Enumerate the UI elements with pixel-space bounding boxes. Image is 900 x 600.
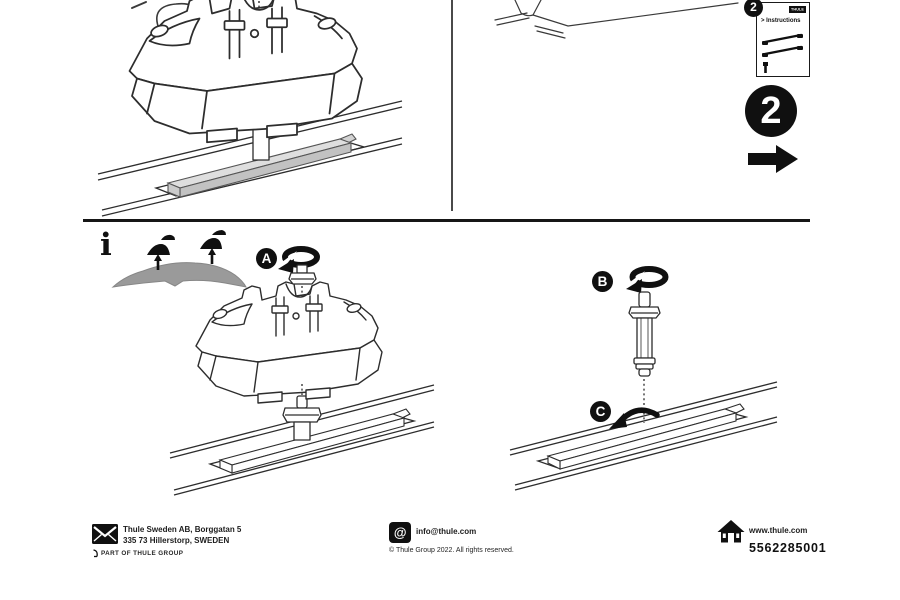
address-line2: 335 73 Hillerstorp, SWEDEN <box>123 535 230 545</box>
step-b-badge: B <box>592 271 613 292</box>
assembly-drawing-main <box>158 238 442 508</box>
rotate-arrow-icon <box>626 269 666 294</box>
roofrack-foot-drawing <box>196 282 382 403</box>
contact-email: info@thule.com <box>416 527 477 536</box>
step-c-badge: C <box>590 401 611 422</box>
section-divider-horizontal <box>83 219 810 222</box>
bolt-icon <box>761 61 770 74</box>
roofrack-foot-drawing <box>130 0 363 142</box>
channel-insert <box>548 404 744 469</box>
email-at-icon: @ <box>389 522 411 543</box>
thule-group-mark-icon <box>92 549 99 558</box>
bolt-below-foot <box>283 396 321 440</box>
thule-logo <box>789 6 806 13</box>
company-address <box>123 525 241 546</box>
info-icon: i <box>100 227 112 263</box>
product-code: 5562285001 <box>749 541 827 555</box>
address-line1: Thule Sweden AB, Borggatan 5 <box>123 525 242 534</box>
stud-bolt-drawing <box>629 292 660 376</box>
assembly-drawing-top-left <box>88 0 412 220</box>
instructions-label: > Instructions <box>761 18 801 24</box>
instructions-card <box>756 2 810 77</box>
home-icon <box>717 520 745 543</box>
part-of-thule-group: PART OF THULE GROUP <box>101 550 184 557</box>
website-url: www.thule.com <box>749 526 808 535</box>
step-a-badge: A <box>256 248 277 269</box>
panel-divider-vertical <box>451 0 453 211</box>
cutoff-drawing-top-middle <box>485 0 750 40</box>
envelope-icon <box>92 524 118 544</box>
card-step-badge: 2 <box>744 0 763 17</box>
copyright-text: © Thule Group 2022. All rights reserved. <box>389 547 514 554</box>
step-2-badge: 2 <box>745 85 797 137</box>
assembly-drawing-right <box>478 253 788 505</box>
thule-logo-text: THULE <box>790 7 805 12</box>
arrow-right-icon <box>748 144 800 174</box>
roof-bars-icon <box>760 29 806 63</box>
